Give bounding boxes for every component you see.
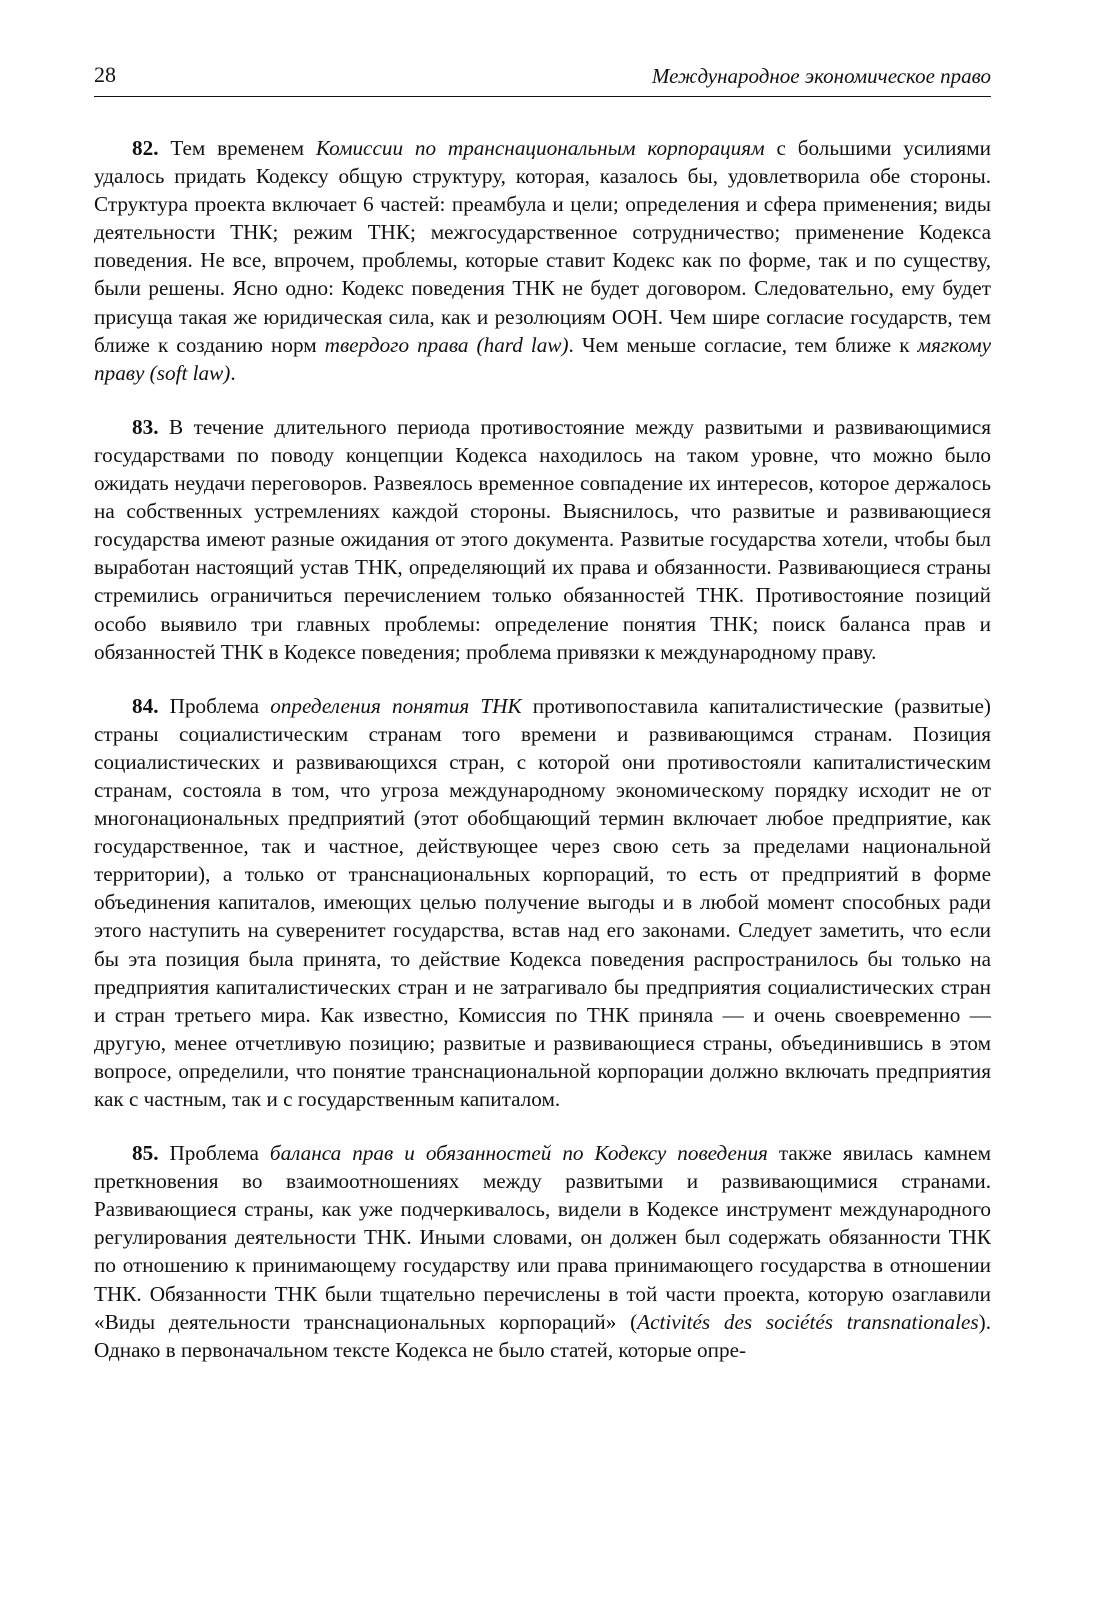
italic-term: твердого права (hard law) xyxy=(324,332,569,357)
page-header xyxy=(94,60,991,97)
paragraph-85 xyxy=(94,1139,991,1364)
paragraph-text: ). Однако в первоначальном тексте Кодекса не было статей, которые опре- xyxy=(94,1309,991,1362)
italic-term: баланса прав и обязанностей по Кодексу поведения xyxy=(269,1141,768,1166)
paragraph-text: противопоставила капиталистические (развитые) страны социалистическим странам того времени и развивающимся странам. Позиция социалистических и развивающихся стран, с которой они противостояли капиталистическим странам, состояла в том, что угроза международному экономическому порядку исходит не от многонациональных предприятий (этот обобщающий термин включает любое предприятие, как государственное, так и частное, действующее через свою сеть за пределами национальной территории), а только от транснациональных корпораций, то есть от предприятий в форме объединения капиталов, имеющих целью получение выгоды и в любой момент способных ради этого наступить на суверенитет государства, встав над его законами. Следует заметить, что если бы эта позиция была принята, то действие Кодекса поведения распространилось бы только на предприятия капиталистических стран и не затрагивало бы предприятия социалистических стран и стран третьего мира. Как известно, Комиссия по ТНК приняла — и очень своевременно — другую, менее отчетливую позицию; развитые и развивающиеся страны, объединившись в этом вопросе, определили, что понятие транснациональной корпорации должно включать предприятия как с частным, так и с государственным капиталом. xyxy=(94,693,991,1111)
paragraph-number: 84. xyxy=(132,693,159,718)
italic-term: определения понятия ТНК xyxy=(270,693,522,718)
paragraph-text: с большими усилиями удалось придать Кодексу общую структуру, которая, казалось бы, удовлетворила обе стороны. Структура проекта включает 6 частей: преамбула и цели; определения и сфера применения; виды деятельности ТНК; режим ТНК; межгосударственное сотрудничество; применение Кодекса поведения. Не все, впрочем, проблемы, которые ставит Кодекс как по форме, так и по существу, были решены. Ясно одно: Кодекс поведения ТНК не будет договором. Следовательно, ему будет присуща такая же юридическая сила, как и резолюциям ООН. Чем шире согласие государств, тем ближе к созданию норм xyxy=(94,136,991,357)
book-page xyxy=(94,60,991,1390)
paragraph-number: 85. xyxy=(132,1141,159,1166)
paragraph-84 xyxy=(94,692,991,1113)
italic-term: мягкому праву (soft law) xyxy=(94,332,991,385)
paragraph-text: . Чем меньше согласие, тем ближе к xyxy=(568,332,918,357)
italic-term: Комиссии по транснациональным корпорациям xyxy=(315,136,765,160)
paragraph-text: Проблема xyxy=(158,693,271,718)
paragraph-number: 82. xyxy=(132,136,159,160)
paragraph-number: 83. xyxy=(132,414,159,439)
paragraph-text: Тем временем xyxy=(158,136,316,160)
paragraph-text: также явилась камнем преткновения во взаимоотношениях между развитыми и развивающимися странами. Развивающиеся страны, как уже подчеркивалось, видели в Кодексе инструмент международного регулирования деятельности ТНК. Иными словами, он должен был содержать обязанности ТНК по отношению к принимающему государству или права принимающего государства в отношении ТНК. Обязанности ТНК были тщательно перечислены в той части проекта, которую озаглавили «Виды деятельности транснациональных корпораций» ( xyxy=(94,1141,991,1334)
paragraph-text: Проблема xyxy=(158,1141,270,1166)
paragraph-text: . xyxy=(230,360,236,385)
page-number: 28 xyxy=(94,62,116,87)
body-text xyxy=(94,134,991,1364)
paragraph-82 xyxy=(94,134,991,387)
italic-term: Activités des sociétés transnationales xyxy=(637,1309,979,1334)
paragraph-text: В течение длительного периода противостояние между развитыми и развивающимися государствами по поводу концепции Кодекса находилось на таком уровне, что можно было ожидать неудачи переговоров. Развеялось временное совпадение их интересов, которое держалось на собственных устремлениях каждой стороны. Выяснилось, что развитые и развивающиеся государства имеют разные ожидания от этого документа. Развитые государства хотели, чтобы был выработан настоящий устав ТНК, определяющий их права и обязанности. Развивающиеся страны стремились ограничиться перечислением только обязанностей ТНК. Противостояние позиций особо выявило три главных проблемы: определение понятия ТНК; поиск баланса прав и обязанностей ТНК в Кодексе поведения; проблема привязки к международному праву. xyxy=(94,414,991,664)
paragraph-83 xyxy=(94,413,991,666)
running-title: Международное экономическое право xyxy=(651,64,991,88)
